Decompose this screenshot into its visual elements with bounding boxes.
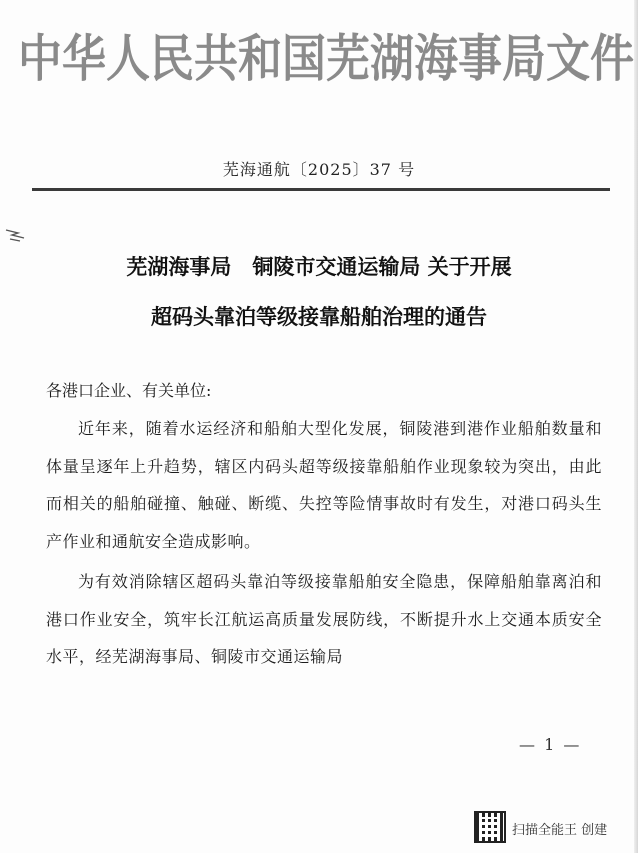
paragraph-1: 近年来，随着水运经济和船舶大型化发展，铜陵港到港作业船舶数量和体量呈逐年上升趋势，辖区内码头超等级接靠船舶作业现象较为突出，由此而相关的船舶碰撞、触碰、断缆、失控等险情事故时有发生，对港口码头生产作业和通航安全造成影响。 bbox=[46, 419, 602, 551]
title-line-2: 超码头靠泊等级接靠船舶治理的通告 bbox=[151, 305, 487, 329]
scan-edge bbox=[634, 0, 638, 853]
salutation: 各港口企业、有关单位: bbox=[46, 381, 212, 400]
header-divider bbox=[32, 188, 610, 191]
paragraph-2: 为有效消除辖区超码头靠泊等级接靠船舶安全隐患，保障船舶靠离泊和港口作业安全，筑牢长江航运高质量发展防线，不断提升水上交通本质安全水平，经芜湖海事局、铜陵市交通运输局 bbox=[46, 572, 602, 666]
document-number: 芜海通航〔2025〕37 号 bbox=[222, 160, 416, 179]
page-number: — 1 — bbox=[519, 735, 582, 754]
scanner-watermark: 扫描全能王 创建 bbox=[512, 823, 608, 838]
masthead: 中华人民共和国芜湖海事局文件 bbox=[18, 30, 634, 89]
qr-code-icon bbox=[474, 811, 506, 843]
pen-mark-icon bbox=[4, 224, 32, 244]
title-line-1: 芜湖海事局 铜陵市交通运输局 关于开展 bbox=[126, 255, 512, 279]
